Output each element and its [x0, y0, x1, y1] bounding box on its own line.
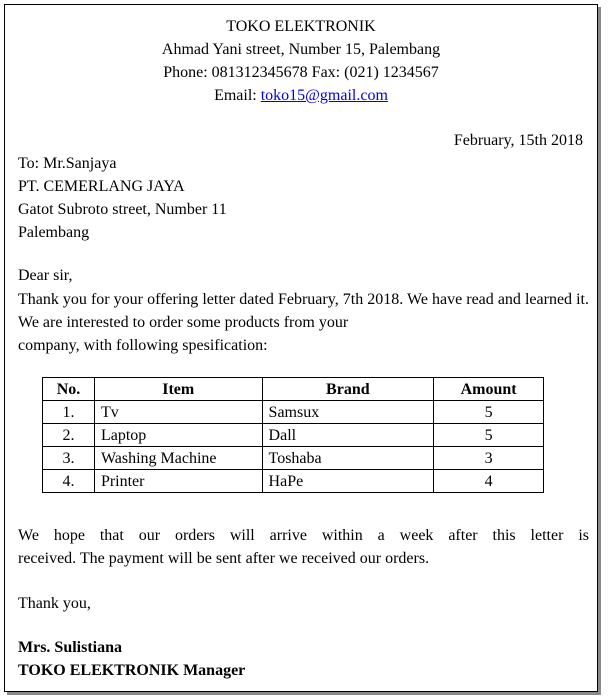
email-label: Email:	[214, 87, 261, 104]
company-email-line	[5, 84, 597, 107]
row-amount: 3	[434, 447, 544, 470]
letter-date: February, 15th 2018	[453, 132, 583, 149]
company-address: Ahmad Yani street, Number 15, Palembang	[161, 41, 441, 58]
row-item: Laptop	[94, 424, 262, 447]
letter-page	[4, 4, 598, 692]
row-item: Tv	[94, 401, 262, 424]
row-item: Washing Machine	[94, 447, 262, 470]
signature-title: TOKO ELEKTRONIK Manager	[18, 662, 246, 679]
closing-paragraph: We hope that our orders will arrive within a week after this letter is	[18, 527, 589, 544]
table-row	[43, 470, 544, 493]
intro-paragraph-end: company, with following spesification:	[18, 337, 268, 354]
intro-paragraph: Thank you for your offering letter dated February, 7th 2018. We have read and learned it. We are interested to order some products from your	[18, 291, 589, 331]
row-brand: Toshaba	[262, 447, 434, 470]
company-name: TOKO ELEKTRONIK	[226, 18, 376, 35]
row-amount: 5	[434, 424, 544, 447]
table-header-row	[43, 378, 544, 401]
company-contact: Phone: 081312345678 Fax: (021) 1234567	[163, 64, 439, 81]
header-amount: Amount	[434, 378, 544, 401]
row-brand: Dall	[262, 424, 434, 447]
header-item: Item	[94, 378, 262, 401]
header-no: No.	[43, 378, 95, 401]
row-amount: 5	[434, 401, 544, 424]
signature-name: Mrs. Sulistiana	[18, 639, 123, 656]
thanks-line: Thank you,	[18, 595, 91, 612]
email-link[interactable]: toko15@gmail.com	[260, 87, 388, 104]
recipient-company: PT. CEMERLANG JAYA	[18, 178, 185, 195]
order-table	[42, 377, 544, 493]
recipient-street: Gatot Subroto street, Number 11	[18, 201, 227, 218]
row-amount: 4	[434, 470, 544, 493]
recipient-city: Palembang	[18, 224, 90, 241]
row-brand: Samsux	[262, 401, 434, 424]
table-row	[43, 401, 544, 424]
table-row	[43, 447, 544, 470]
row-no: 2.	[43, 424, 95, 447]
row-no: 4.	[43, 470, 95, 493]
header-brand: Brand	[262, 378, 434, 401]
row-no: 3.	[43, 447, 95, 470]
recipient-to: To: Mr.Sanjaya	[18, 155, 117, 172]
closing-paragraph-end: received. The payment will be sent after we received our orders.	[18, 550, 430, 567]
row-item: Printer	[94, 470, 262, 493]
table-row	[43, 424, 544, 447]
row-no: 1.	[43, 401, 95, 424]
row-brand: HaPe	[262, 470, 434, 493]
salutation: Dear sir,	[18, 267, 73, 284]
